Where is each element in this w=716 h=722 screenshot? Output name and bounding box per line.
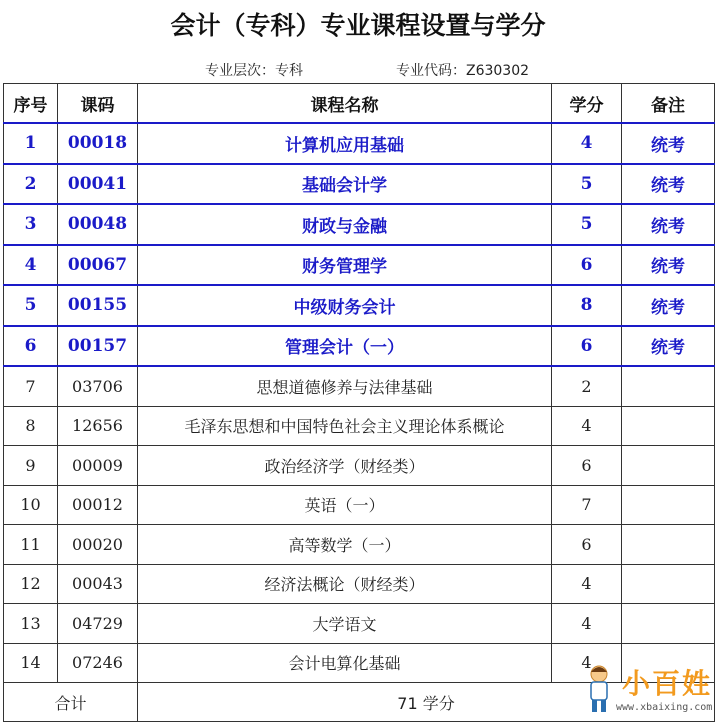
header-no: 序号 (4, 84, 58, 124)
cell-note: 统考 (622, 164, 715, 205)
watermark-url: www.xbaixing.com (616, 702, 713, 713)
cell-note (622, 525, 715, 565)
table-row (4, 485, 715, 525)
table-header-row (4, 84, 715, 124)
cell-no: 10 (4, 485, 58, 525)
cell-no: 4 (4, 245, 58, 286)
cell-code: 03706 (58, 366, 138, 406)
cell-note: 统考 (622, 204, 715, 245)
cell-name: 政治经济学（财经类） (138, 446, 552, 486)
cell-code: 00020 (58, 525, 138, 565)
cell-note: 统考 (622, 123, 715, 164)
table-row (4, 446, 715, 486)
cell-no: 8 (4, 406, 58, 446)
cell-note: 统考 (622, 326, 715, 367)
cell-code: 00009 (58, 446, 138, 486)
cell-credit: 7 (552, 485, 622, 525)
major-level: 专业层次：专科 (205, 63, 303, 79)
table-row (4, 326, 715, 367)
table-row (4, 123, 715, 164)
cell-no: 12 (4, 564, 58, 604)
cell-no: 13 (4, 604, 58, 644)
cell-name: 基础会计学 (138, 164, 552, 205)
cell-note (622, 604, 715, 644)
cell-no: 6 (4, 326, 58, 367)
cell-name: 英语（一） (138, 485, 552, 525)
watermark (582, 662, 712, 718)
cell-code: 00043 (58, 564, 138, 604)
cell-name: 中级财务会计 (138, 285, 552, 326)
cell-code: 00155 (58, 285, 138, 326)
cell-credit: 5 (552, 164, 622, 205)
cell-no: 11 (4, 525, 58, 565)
cell-name: 财务管理学 (138, 245, 552, 286)
cell-name: 毛泽东思想和中国特色社会主义理论体系概论 (138, 406, 552, 446)
page-title: 会计（专科）专业课程设置与学分 (170, 11, 546, 40)
cell-credit: 6 (552, 326, 622, 367)
cell-credit: 4 (552, 123, 622, 164)
major-code: 专业代码：Z630302 (396, 63, 530, 79)
cell-note: 统考 (622, 245, 715, 286)
watermark-brand: 小百姓 (622, 667, 713, 700)
total-label: 合计 (4, 683, 138, 722)
cell-name: 会计电算化基础 (138, 643, 552, 683)
table-row (4, 525, 715, 565)
header-code: 课码 (58, 84, 138, 124)
cell-note: 统考 (622, 285, 715, 326)
table-row (4, 564, 715, 604)
cell-code: 00012 (58, 485, 138, 525)
cell-code: 00067 (58, 245, 138, 286)
cell-name: 大学语文 (138, 604, 552, 644)
cell-credit: 4 (552, 604, 622, 644)
cell-no: 9 (4, 446, 58, 486)
watermark-figure-icon (582, 664, 616, 714)
header-note: 备注 (622, 84, 715, 124)
cell-note (622, 446, 715, 486)
header-name: 课程名称 (138, 84, 552, 124)
table-row (4, 366, 715, 406)
cell-code: 12656 (58, 406, 138, 446)
table-row (4, 285, 715, 326)
cell-code: 04729 (58, 604, 138, 644)
cell-credit: 6 (552, 446, 622, 486)
cell-name: 财政与金融 (138, 204, 552, 245)
cell-note (622, 564, 715, 604)
total-value: 71 学分 (138, 683, 715, 722)
cell-credit: 4 (552, 406, 622, 446)
cell-name: 管理会计（一） (138, 326, 552, 367)
cell-code: 00041 (58, 164, 138, 205)
cell-no: 3 (4, 204, 58, 245)
table-row (4, 204, 715, 245)
cell-note (622, 406, 715, 446)
header-credit: 学分 (552, 84, 622, 124)
cell-credit: 5 (552, 204, 622, 245)
cell-code: 00157 (58, 326, 138, 367)
cell-no: 14 (4, 643, 58, 683)
cell-credit: 4 (552, 564, 622, 604)
cell-no: 7 (4, 366, 58, 406)
cell-note (622, 366, 715, 406)
table-row (4, 164, 715, 205)
cell-code: 00018 (58, 123, 138, 164)
cell-name: 计算机应用基础 (138, 123, 552, 164)
cell-no: 1 (4, 123, 58, 164)
cell-note (622, 485, 715, 525)
cell-credit: 6 (552, 245, 622, 286)
cell-credit: 2 (552, 366, 622, 406)
cell-name: 高等数学（一） (138, 525, 552, 565)
course-table (3, 83, 715, 722)
cell-credit: 8 (552, 285, 622, 326)
cell-name: 思想道德修养与法律基础 (138, 366, 552, 406)
table-row (4, 604, 715, 644)
cell-no: 2 (4, 164, 58, 205)
cell-credit: 4 (552, 643, 622, 683)
cell-credit: 6 (552, 525, 622, 565)
cell-code: 07246 (58, 643, 138, 683)
cell-code: 00048 (58, 204, 138, 245)
table-row (4, 406, 715, 446)
table-body (4, 123, 715, 722)
cell-no: 5 (4, 285, 58, 326)
cell-name: 经济法概论（财经类） (138, 564, 552, 604)
table-row (4, 245, 715, 286)
